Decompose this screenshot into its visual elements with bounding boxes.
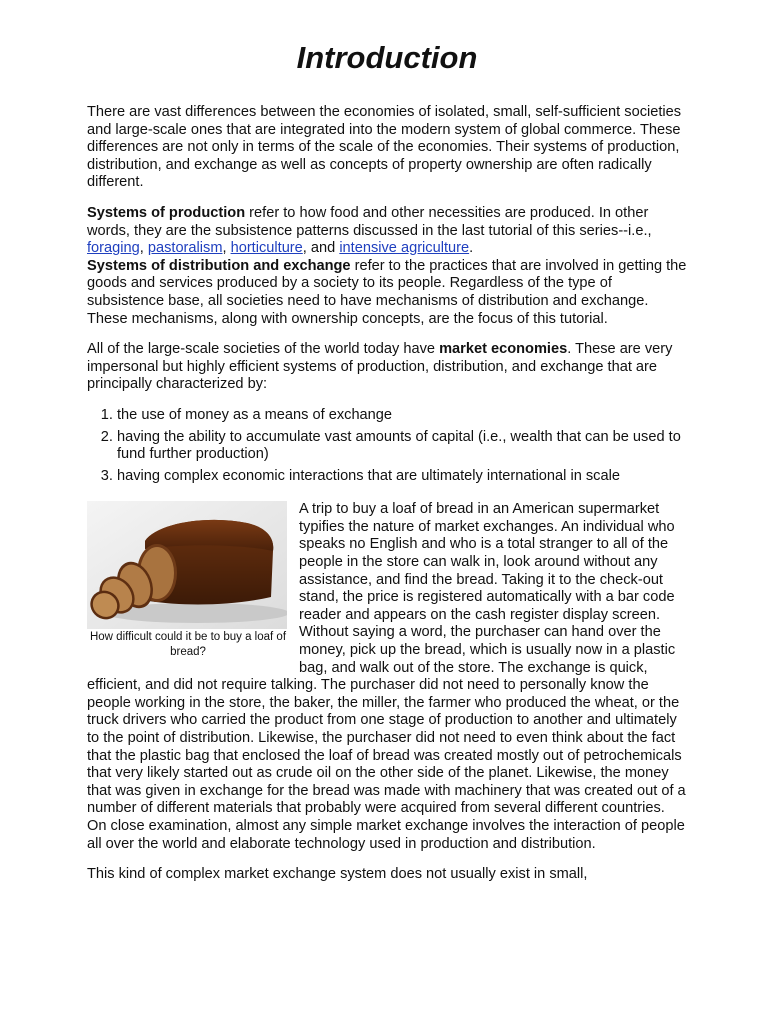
link-foraging[interactable]: foraging bbox=[87, 240, 140, 257]
list-item: 2. having the ability to accumulate vast amounts of capital (i.e., wealth that can be used to fund further production) bbox=[117, 429, 687, 464]
term-market-economies: market economies bbox=[439, 341, 568, 358]
characteristics-list bbox=[87, 407, 687, 485]
link-separator: , bbox=[222, 240, 231, 257]
page-title: Introduction bbox=[296, 40, 478, 75]
closing-paragraph: This kind of complex market exchange system does not usually exist in small, bbox=[87, 866, 588, 883]
market-text-1: All of the large-scale societies of the world today have bbox=[87, 341, 440, 358]
link-pastoralism[interactable]: pastoralism bbox=[147, 240, 223, 257]
link-intensive-agriculture[interactable]: intensive agriculture bbox=[339, 240, 470, 257]
market-text-2: . These are very impersonal but highly efficient systems of production, distribution, and exchange that are principally characterized by: bbox=[87, 341, 673, 393]
link-separator: , and bbox=[302, 240, 340, 257]
loaf-of-bread-photo bbox=[87, 501, 287, 629]
systems-paragraph bbox=[87, 205, 687, 328]
sentence-end: . bbox=[469, 240, 474, 257]
intro-paragraph: There are vast differences between the economies of isolated, small, self-sufficient societies and large-scale ones that are integrated into the modern system of global commerce. These differences are not only in terms of the scale of the economies. Their systems of production, distribution, and exchange as well as concepts of property ownership are often radically different. bbox=[87, 104, 682, 191]
systems-text-2: refer to the practices that are involved in getting the goods and services produced by a society to its people. Regardless of the type of subsistence base, all societies need to have mechanisms of distribution and exchange. These mechanisms, along with ownership concepts, are the focus of this tutorial. bbox=[87, 257, 687, 327]
systems-text-1: refer to how food and other necessities are produced. In other words, they are the subsistence patterns discussed in the last tutorial of this series--i.e., bbox=[87, 204, 652, 239]
term-systems-of-distribution: Systems of distribution and exchange bbox=[87, 257, 351, 274]
link-horticulture[interactable]: horticulture bbox=[230, 240, 303, 257]
market-paragraph bbox=[87, 341, 687, 394]
bread-figure bbox=[87, 501, 289, 660]
bread-paragraph: A trip to buy a loaf of bread in an American supermarket typifies the nature of market exchanges. An individual who speaks no English and who is a total stranger to all of the people in the store can walk in, look around without any assistance, and find the bread. Taking it to the check-out stand, the price is registered automatically with a bar code reader and appears on the cash register display screen. Without saying a word, the purchaser can hand over the money, pick up the bread, which is usually now in a plastic bag, and walk out of the store. The exchange is quick, efficient, and did not require talking. The purchaser did not need to personally know the people working in the store, the baker, the miller, the farmer who produced the wheat, or the truck drivers who carried the product from one stage of production to another and ultimately to the point of distribution. Likewise, the purchaser did not need to even think about the fact that the plastic bag that enclosed the loaf of bread was created mostly out of petrochemicals that very likely started out as crude oil on the other side of the planet. Likewise, the money that was given in exchange for the bread was made with machinery that was created out of a number of different materials that probably were acquired from several different countries. On close examination, almost any simple market exchange involves the interaction of people all over the world and elaborate technology used in production and distribution. bbox=[87, 501, 686, 852]
figure-caption: How difficult could it be to buy a loaf of bread? bbox=[89, 631, 287, 659]
list-item: 1. the use of money as a means of exchange bbox=[117, 407, 687, 425]
list-item: 3. having complex economic interactions that are ultimately international in scale bbox=[117, 468, 687, 486]
link-separator: , bbox=[139, 240, 148, 257]
term-systems-of-production: Systems of production bbox=[87, 204, 246, 221]
document-page bbox=[87, 38, 687, 897]
